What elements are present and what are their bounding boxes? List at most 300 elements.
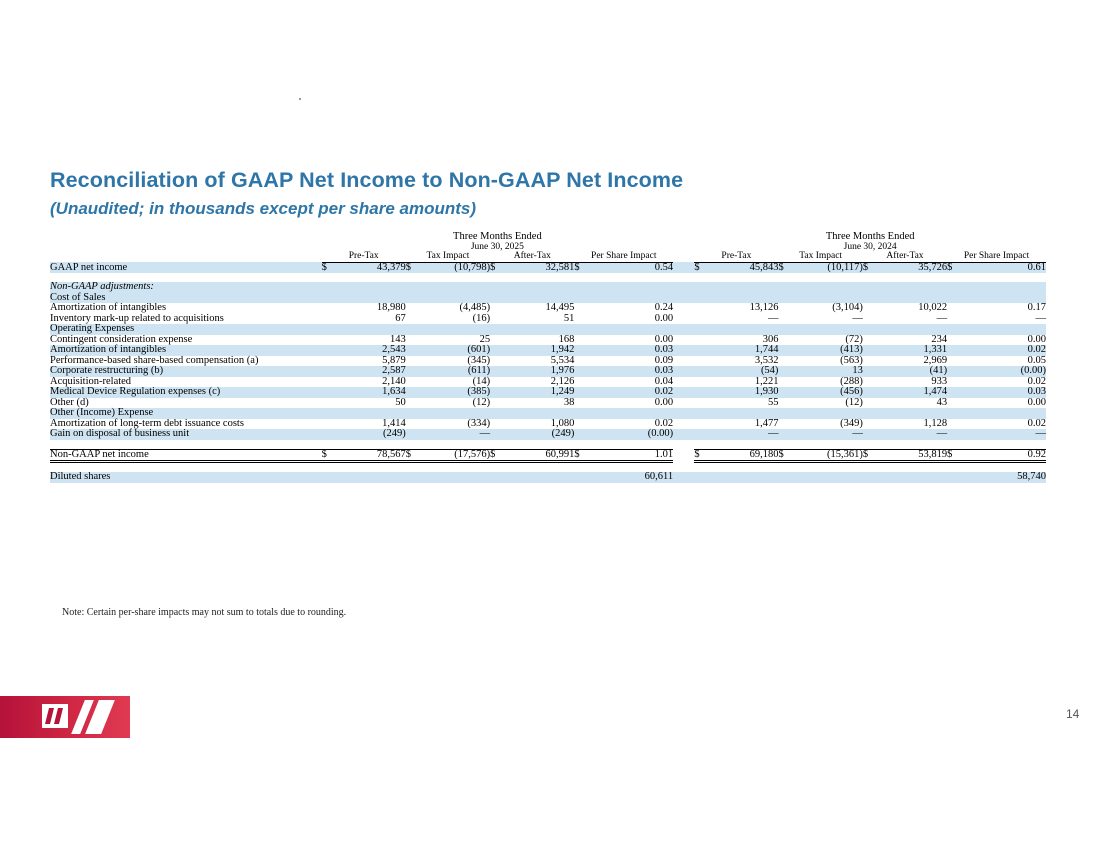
currency-symbol: $ [322, 449, 336, 462]
value-cell: 1,080 [504, 419, 575, 430]
value-cell: 234 [877, 335, 948, 346]
value-cell: 0.02 [961, 377, 1046, 388]
value-cell [419, 282, 490, 293]
period-1-date: June 30, 2025 [470, 241, 524, 252]
currency-symbol [574, 324, 588, 335]
col-header-p2-pretax: Pre-Tax [694, 252, 778, 262]
currency-symbol [694, 345, 708, 356]
value-cell: 1,331 [877, 345, 948, 356]
currency-symbol [490, 387, 504, 398]
currency-symbol [694, 303, 708, 314]
value-cell: 13 [792, 366, 863, 377]
value-cell: 0.09 [588, 356, 673, 367]
currency-symbol [406, 293, 420, 304]
currency-symbol [574, 303, 588, 314]
currency-symbol [694, 282, 708, 293]
currency-symbol [322, 408, 336, 419]
currency-symbol: $ [947, 449, 961, 462]
period-gap [673, 356, 694, 367]
value-cell: 55 [708, 398, 778, 409]
value-cell [335, 282, 405, 293]
row-label: Diluted shares [50, 472, 322, 483]
currency-symbol [322, 356, 336, 367]
currency-symbol: $ [490, 449, 504, 462]
period-gap [673, 293, 694, 304]
currency-symbol [490, 429, 504, 440]
currency-symbol: $ [490, 262, 504, 273]
currency-symbol [322, 335, 336, 346]
page-subtitle: (Unaudited; in thousands except per share amounts) [50, 199, 477, 218]
value-cell: — [708, 314, 778, 325]
value-cell: 143 [335, 335, 405, 346]
value-cell: (15,361) [792, 449, 863, 462]
value-cell [335, 408, 405, 419]
value-cell: 5,879 [335, 356, 405, 367]
value-cell: (413) [792, 345, 863, 356]
currency-symbol: $ [574, 262, 588, 273]
value-cell: 1,634 [335, 387, 405, 398]
col-header-p1-aftertax: After-Tax [490, 252, 574, 262]
currency-symbol [574, 398, 588, 409]
currency-symbol: $ [863, 449, 877, 462]
value-cell: 1,976 [504, 366, 575, 377]
value-cell: — [961, 429, 1046, 440]
spacer-row [50, 462, 1046, 473]
currency-symbol [406, 408, 420, 419]
currency-symbol [947, 387, 961, 398]
value-cell [961, 324, 1046, 335]
spacer-row [50, 440, 1046, 450]
currency-symbol [406, 377, 420, 388]
value-cell: (10,798) [419, 262, 490, 273]
value-cell: 1,128 [877, 419, 948, 430]
currency-symbol [490, 408, 504, 419]
table-header [50, 232, 1046, 262]
row-label: Corporate restructuring (b) [50, 366, 322, 377]
currency-symbol [863, 387, 877, 398]
value-cell: 38 [504, 398, 575, 409]
value-cell [792, 324, 863, 335]
header-group-row [50, 232, 1046, 243]
currency-symbol [778, 387, 792, 398]
currency-symbol [947, 472, 961, 483]
period-gap [673, 472, 694, 483]
value-cell: 10,022 [877, 303, 948, 314]
currency-symbol [490, 345, 504, 356]
row-label: GAAP net income [50, 262, 322, 273]
currency-symbol [322, 314, 336, 325]
logo-mark-icon [42, 704, 68, 728]
value-cell [504, 472, 575, 483]
currency-symbol: $ [947, 262, 961, 273]
value-cell [588, 282, 673, 293]
currency-symbol [947, 314, 961, 325]
value-cell: 1,477 [708, 419, 778, 430]
table-row [50, 419, 1046, 430]
value-cell: (4,485) [419, 303, 490, 314]
value-cell: 0.00 [961, 398, 1046, 409]
currency-symbol [406, 429, 420, 440]
currency-symbol [947, 408, 961, 419]
currency-symbol [406, 366, 420, 377]
currency-symbol [694, 324, 708, 335]
company-logo [0, 696, 130, 738]
value-cell [504, 282, 575, 293]
currency-symbol [322, 387, 336, 398]
col-header-p2-taximpact: Tax Impact [778, 252, 862, 262]
currency-symbol [406, 472, 420, 483]
value-cell: 60,611 [588, 472, 673, 483]
currency-symbol [694, 387, 708, 398]
value-cell: 2,126 [504, 377, 575, 388]
currency-symbol [574, 345, 588, 356]
col-header-p1-pretax: Pre-Tax [322, 252, 406, 262]
value-cell: 0.04 [588, 377, 673, 388]
currency-symbol: $ [778, 262, 792, 273]
spacer-cell [50, 273, 1046, 282]
currency-symbol [322, 377, 336, 388]
value-cell: 58,740 [961, 472, 1046, 483]
currency-symbol [694, 398, 708, 409]
value-cell [504, 408, 575, 419]
row-label: Acquisition-related [50, 377, 322, 388]
currency-symbol [778, 429, 792, 440]
currency-symbol [694, 335, 708, 346]
currency-symbol [947, 366, 961, 377]
currency-symbol [322, 293, 336, 304]
currency-symbol [490, 303, 504, 314]
value-cell: 0.00 [588, 314, 673, 325]
currency-symbol [947, 335, 961, 346]
page-number: 14 [1066, 707, 1080, 721]
period-2-group: Three Months Ended [825, 231, 915, 242]
value-cell: 1,221 [708, 377, 778, 388]
table-row [50, 408, 1046, 419]
table-row [50, 335, 1046, 346]
currency-symbol [574, 356, 588, 367]
currency-symbol [863, 324, 877, 335]
currency-symbol [863, 377, 877, 388]
period-gap [673, 345, 694, 356]
currency-symbol [947, 324, 961, 335]
value-cell: 18,980 [335, 303, 405, 314]
currency-symbol [490, 314, 504, 325]
currency-symbol [574, 293, 588, 304]
value-cell [792, 408, 863, 419]
value-cell: 2,543 [335, 345, 405, 356]
value-cell [877, 408, 948, 419]
period-gap [673, 377, 694, 388]
row-label: Performance-based share-based compensation (a) [50, 356, 322, 367]
currency-symbol [406, 303, 420, 314]
row-label: Amortization of intangibles [50, 303, 322, 314]
spacer-cell [50, 462, 1046, 473]
value-cell: 0.00 [588, 335, 673, 346]
value-cell: (72) [792, 335, 863, 346]
currency-symbol [778, 419, 792, 430]
currency-symbol [322, 398, 336, 409]
value-cell: (10,117) [792, 262, 863, 273]
value-cell: 0.00 [588, 398, 673, 409]
value-cell: — [792, 314, 863, 325]
value-cell: 5,534 [504, 356, 575, 367]
period-gap [673, 262, 694, 273]
currency-symbol [406, 282, 420, 293]
row-label: Cost of Sales [50, 293, 322, 304]
currency-symbol [778, 472, 792, 483]
currency-symbol [947, 377, 961, 388]
value-cell: — [419, 429, 490, 440]
value-cell [792, 282, 863, 293]
row-label: Medical Device Regulation expenses (c) [50, 387, 322, 398]
value-cell [708, 472, 778, 483]
table-row [50, 303, 1046, 314]
period-gap [673, 398, 694, 409]
currency-symbol: $ [778, 449, 792, 462]
period-gap [673, 429, 694, 440]
value-cell: 0.24 [588, 303, 673, 314]
currency-symbol [694, 419, 708, 430]
currency-symbol [406, 387, 420, 398]
value-cell: (601) [419, 345, 490, 356]
value-cell: 0.61 [961, 262, 1046, 273]
value-cell: 69,180 [708, 449, 778, 462]
currency-symbol [322, 472, 336, 483]
value-cell [877, 324, 948, 335]
currency-symbol: $ [322, 262, 336, 273]
currency-symbol [322, 324, 336, 335]
currency-symbol [863, 345, 877, 356]
currency-symbol [490, 419, 504, 430]
period-2-date: June 30, 2024 [843, 241, 897, 252]
currency-symbol [863, 429, 877, 440]
row-label: Non-GAAP adjustments: [50, 282, 322, 293]
currency-symbol [490, 398, 504, 409]
col-header-p2-persharaimpact: Per Share Impact [947, 252, 1046, 262]
currency-symbol [574, 472, 588, 483]
stray-dot [299, 98, 301, 100]
row-label: Other (Income) Expense [50, 408, 322, 419]
table-row [50, 387, 1046, 398]
value-cell: 50 [335, 398, 405, 409]
value-cell: 1.01 [588, 449, 673, 462]
value-cell: 1,249 [504, 387, 575, 398]
value-cell [877, 472, 948, 483]
row-label: Other (d) [50, 398, 322, 409]
currency-symbol [490, 293, 504, 304]
period-gap [673, 335, 694, 346]
currency-symbol: $ [406, 262, 420, 273]
value-cell: 53,819 [877, 449, 948, 462]
currency-symbol [406, 398, 420, 409]
currency-symbol [322, 366, 336, 377]
period-gap [673, 324, 694, 335]
value-cell: — [877, 314, 948, 325]
value-cell: 2,969 [877, 356, 948, 367]
currency-symbol [694, 429, 708, 440]
value-cell: 0.02 [588, 387, 673, 398]
value-cell: (288) [792, 377, 863, 388]
table-row [50, 345, 1046, 356]
currency-symbol [863, 293, 877, 304]
currency-symbol [574, 419, 588, 430]
value-cell: 32,581 [504, 262, 575, 273]
period-gap [673, 408, 694, 419]
value-cell: 0.03 [588, 345, 673, 356]
currency-symbol [863, 366, 877, 377]
value-cell: (3,104) [792, 303, 863, 314]
currency-symbol [322, 282, 336, 293]
currency-symbol [947, 293, 961, 304]
value-cell: (563) [792, 356, 863, 367]
value-cell: 1,474 [877, 387, 948, 398]
currency-symbol [778, 335, 792, 346]
currency-symbol [778, 398, 792, 409]
currency-symbol [778, 324, 792, 335]
value-cell: — [708, 429, 778, 440]
value-cell: (456) [792, 387, 863, 398]
value-cell: 1,930 [708, 387, 778, 398]
value-cell [335, 472, 405, 483]
currency-symbol: $ [694, 449, 708, 462]
currency-symbol [863, 314, 877, 325]
period-gap [673, 282, 694, 293]
table-row [50, 356, 1046, 367]
currency-symbol [490, 335, 504, 346]
currency-symbol [778, 303, 792, 314]
currency-symbol [778, 408, 792, 419]
value-cell: (14) [419, 377, 490, 388]
value-cell: 2,587 [335, 366, 405, 377]
value-cell: 43,379 [335, 262, 405, 273]
col-header-p1-persharaimpact: Per Share Impact [574, 252, 673, 262]
table-row [50, 262, 1046, 273]
period-1-group: Three Months Ended [453, 231, 542, 242]
page-title: Reconciliation of GAAP Net Income to Non-GAAP Net Income [50, 168, 684, 192]
period-gap [673, 314, 694, 325]
currency-symbol [406, 324, 420, 335]
currency-symbol [406, 419, 420, 430]
value-cell: 78,567 [335, 449, 405, 462]
value-cell: — [961, 314, 1046, 325]
currency-symbol [574, 429, 588, 440]
value-cell: (249) [504, 429, 575, 440]
value-cell: 168 [504, 335, 575, 346]
currency-symbol [322, 429, 336, 440]
currency-symbol [947, 429, 961, 440]
currency-symbol [778, 282, 792, 293]
currency-symbol [574, 377, 588, 388]
value-cell [419, 472, 490, 483]
value-cell: 2,140 [335, 377, 405, 388]
value-cell: 14,495 [504, 303, 575, 314]
value-cell: (249) [335, 429, 405, 440]
currency-symbol [694, 366, 708, 377]
value-cell: 0.54 [588, 262, 673, 273]
value-cell: (41) [877, 366, 948, 377]
currency-symbol [406, 335, 420, 346]
currency-symbol [863, 356, 877, 367]
value-cell: 25 [419, 335, 490, 346]
table-row [50, 472, 1046, 483]
value-cell: — [877, 429, 948, 440]
value-cell: (16) [419, 314, 490, 325]
currency-symbol [490, 366, 504, 377]
table-row [50, 449, 1046, 462]
value-cell: (334) [419, 419, 490, 430]
header-columns-row [50, 252, 1046, 262]
table-row [50, 429, 1046, 440]
currency-symbol [490, 324, 504, 335]
value-cell: (611) [419, 366, 490, 377]
value-cell: 0.02 [961, 419, 1046, 430]
value-cell: 0.03 [588, 366, 673, 377]
value-cell [877, 282, 948, 293]
currency-symbol: $ [863, 262, 877, 273]
value-cell: (385) [419, 387, 490, 398]
currency-symbol [694, 314, 708, 325]
value-cell: 60,991 [504, 449, 575, 462]
currency-symbol [406, 345, 420, 356]
currency-symbol: $ [694, 262, 708, 273]
currency-symbol [574, 408, 588, 419]
period-gap [673, 419, 694, 430]
value-cell: 51 [504, 314, 575, 325]
currency-symbol [863, 303, 877, 314]
currency-symbol [694, 293, 708, 304]
row-label: Amortization of intangibles [50, 345, 322, 356]
value-cell: 43 [877, 398, 948, 409]
currency-symbol: $ [406, 449, 420, 462]
value-cell: 306 [708, 335, 778, 346]
value-cell [335, 324, 405, 335]
row-label: Inventory mark-up related to acquisitions [50, 314, 322, 325]
value-cell [419, 324, 490, 335]
value-cell [708, 324, 778, 335]
value-cell: (0.00) [588, 429, 673, 440]
value-cell: 1,414 [335, 419, 405, 430]
currency-symbol [322, 303, 336, 314]
currency-symbol [947, 345, 961, 356]
value-cell: (54) [708, 366, 778, 377]
col-header-p1-taximpact: Tax Impact [406, 252, 490, 262]
value-cell: 13,126 [708, 303, 778, 314]
value-cell: 0.02 [961, 345, 1046, 356]
period-gap [673, 303, 694, 314]
row-label: Amortization of long-term debt issuance costs [50, 419, 322, 430]
currency-symbol [863, 419, 877, 430]
table-body [50, 262, 1046, 483]
currency-symbol [778, 293, 792, 304]
value-cell [419, 408, 490, 419]
value-cell: 45,843 [708, 262, 778, 273]
currency-symbol [574, 282, 588, 293]
row-label: Operating Expenses [50, 324, 322, 335]
row-label: Contingent consideration expense [50, 335, 322, 346]
value-cell: 0.05 [961, 356, 1046, 367]
currency-symbol [947, 356, 961, 367]
currency-symbol [947, 303, 961, 314]
value-cell: 3,532 [708, 356, 778, 367]
period-gap [673, 449, 694, 462]
value-cell: 1,744 [708, 345, 778, 356]
currency-symbol [947, 419, 961, 430]
currency-symbol [778, 366, 792, 377]
currency-symbol [490, 282, 504, 293]
currency-symbol [947, 282, 961, 293]
value-cell: — [792, 429, 863, 440]
currency-symbol [490, 472, 504, 483]
